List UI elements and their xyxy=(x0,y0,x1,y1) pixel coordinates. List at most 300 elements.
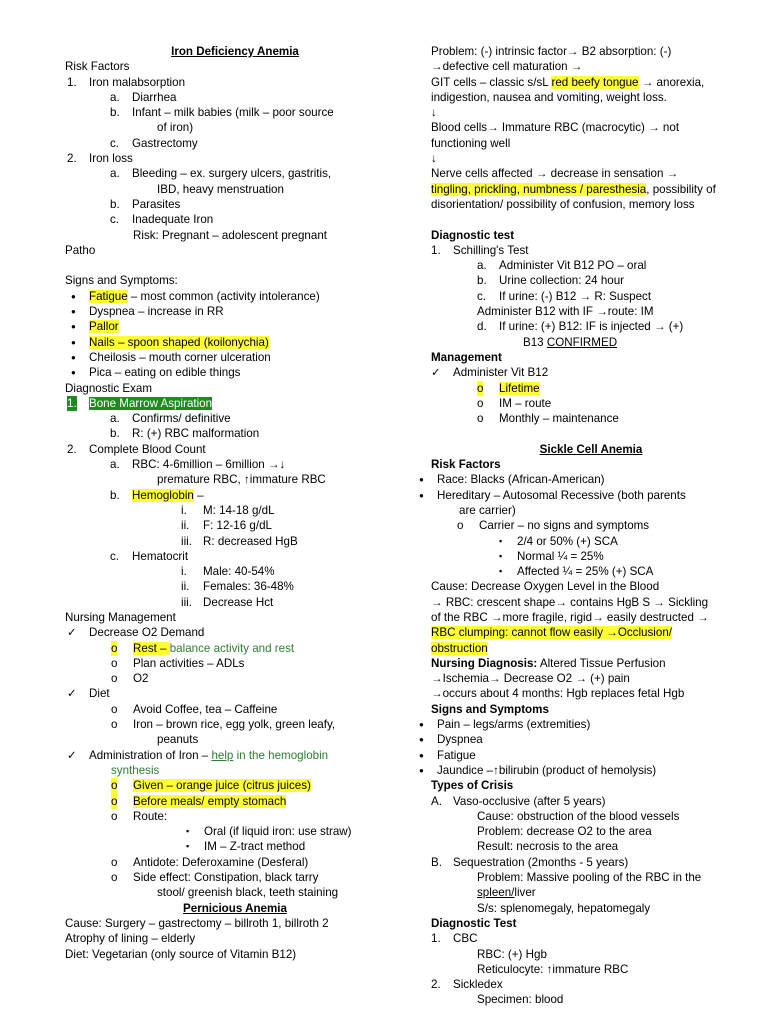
blank-line xyxy=(65,258,405,273)
text-line xyxy=(431,962,751,977)
text-line xyxy=(65,870,405,885)
text-line xyxy=(65,243,405,258)
list-marker: 2. xyxy=(67,442,77,456)
list-marker: ● xyxy=(71,307,76,317)
text-line xyxy=(431,595,751,610)
line-text: Urine collection: 24 hour xyxy=(499,274,625,288)
text-line xyxy=(431,824,751,839)
text-segment: Hemoglobin xyxy=(132,488,194,502)
text-line xyxy=(65,120,405,135)
line-text: Pica – eating on edible things xyxy=(89,366,241,380)
text-line xyxy=(431,319,751,334)
text-line xyxy=(65,901,405,916)
text-segment: Pallor xyxy=(89,320,119,334)
line-text: Gastrectomy xyxy=(132,136,198,150)
list-marker: B. xyxy=(431,855,442,869)
text-line xyxy=(65,702,405,717)
text-line xyxy=(65,579,405,594)
text-line xyxy=(65,794,405,809)
text-segment: Given – orange juice (citrus juices) xyxy=(133,779,311,793)
text-segment: , possibility of xyxy=(646,182,716,196)
text-line xyxy=(431,59,751,74)
line-text: IBD, heavy menstruation xyxy=(157,182,284,196)
list-marker: a. xyxy=(110,412,120,426)
text-segment: Nails – spoon shaped (koilonychia) xyxy=(89,335,269,349)
text-segment: liver xyxy=(514,886,536,900)
line-text: Problem: (-) intrinsic factor→ B2 absorption: (-) xyxy=(431,45,672,58)
line-text: CBC xyxy=(453,932,478,946)
text-segment: Nursing Diagnosis: xyxy=(431,656,538,670)
text-line xyxy=(65,931,405,946)
line-text: Carrier – no signs and symptoms xyxy=(479,519,650,533)
text-segment: – most common (activity intolerance) xyxy=(127,289,320,303)
text-line xyxy=(419,748,751,763)
line-text xyxy=(431,183,716,196)
line-text: Bleeding – ex. surgery ulcers, gastritis, xyxy=(132,167,332,181)
list-marker: o xyxy=(111,672,118,686)
text-segment: → anorexia, xyxy=(638,75,705,89)
text-line xyxy=(65,457,405,472)
text-line xyxy=(65,947,405,962)
list-marker: c. xyxy=(110,213,120,227)
text-line xyxy=(419,763,751,778)
line-text: peanuts xyxy=(157,733,199,747)
line-text: M: 14-18 g/dL xyxy=(203,503,275,517)
list-marker: ● xyxy=(419,765,424,775)
line-text: Blood cells→ Immature RBC (macrocytic) → not xyxy=(431,121,680,135)
line-text: Risk Factors xyxy=(65,60,130,74)
text-line xyxy=(431,304,751,319)
list-marker: ✓ xyxy=(67,748,77,762)
text-line xyxy=(431,656,751,671)
text-line xyxy=(65,824,405,839)
line-text: Signs and Symptoms: xyxy=(65,274,178,288)
text-line xyxy=(431,197,751,212)
text-line xyxy=(65,289,405,304)
list-marker: o xyxy=(477,396,484,410)
text-line xyxy=(65,671,405,686)
line-text: Sequestration (2months - 5 years) xyxy=(453,855,629,869)
list-marker: i. xyxy=(181,503,187,517)
line-text: Pain – legs/arms (extremities) xyxy=(437,718,591,732)
line-text: Decrease O2 Demand xyxy=(89,626,205,640)
line-text: Hereditary – Autosomal Recessive (both parents xyxy=(437,488,686,502)
text-line xyxy=(431,75,751,90)
line-text: Cause: Surgery – gastrectomy – billroth 1, billroth 2 xyxy=(65,916,329,930)
line-text: of the RBC →more fragile, rigid→ easily destructed → xyxy=(431,610,709,624)
text-line xyxy=(65,90,405,105)
text-line xyxy=(419,488,751,503)
line-text xyxy=(477,886,536,899)
line-text: Fatigue xyxy=(437,748,476,762)
line-text: disorientation/ possibility of confusion, memory loss xyxy=(431,197,695,211)
text-segment: Fatigue xyxy=(89,289,128,303)
line-text: Sickledex xyxy=(453,978,503,992)
list-marker: iii. xyxy=(181,595,192,609)
text-segment: Altered Tissue Perfusion xyxy=(537,656,666,670)
text-line xyxy=(431,44,751,59)
text-line xyxy=(65,136,405,151)
text-segment: Bone Marrow Aspiration xyxy=(89,396,213,410)
line-text: Administer Vit B12 PO – oral xyxy=(499,259,647,273)
list-marker: o xyxy=(457,519,464,533)
text-line xyxy=(65,426,405,441)
text-line xyxy=(431,625,751,640)
text-line xyxy=(431,503,751,518)
line-text xyxy=(89,320,119,333)
list-marker: iii. xyxy=(181,534,192,548)
text-line xyxy=(65,916,405,931)
line-text: Diagnostic test xyxy=(431,228,515,242)
line-text xyxy=(431,626,672,639)
text-line xyxy=(419,472,751,487)
line-text: Parasites xyxy=(132,197,181,211)
line-text: Male: 40-54% xyxy=(203,565,275,579)
text-line xyxy=(431,90,751,105)
list-marker: ii. xyxy=(181,519,190,533)
line-text: Administer B12 with IF →route: IM xyxy=(477,305,654,319)
line-text xyxy=(133,795,286,808)
text-segment: RBC clumping: cannot flow easily →Occlusion/ xyxy=(431,626,672,640)
text-line xyxy=(431,273,751,288)
line-text: Signs and Symptoms xyxy=(431,702,549,716)
text-line xyxy=(65,304,405,319)
text-line xyxy=(431,411,751,426)
line-text: S/s: splenomegaly, hepatomegaly xyxy=(477,901,651,915)
list-marker: ● xyxy=(419,475,424,485)
line-text: Oral (if liquid iron: use straw) xyxy=(204,825,352,839)
list-marker: ✓ xyxy=(67,626,77,640)
text-segment: obstruction xyxy=(431,641,488,655)
line-text: Administer Vit B12 xyxy=(453,366,549,380)
line-text: Avoid Coffee, tea – Caffeine xyxy=(133,702,278,716)
text-line xyxy=(65,595,405,610)
line-text: Iron Deficiency Anemia xyxy=(171,45,299,58)
list-marker: ● xyxy=(71,322,76,332)
line-text: Nerve cells affected → decrease in sensation → xyxy=(431,167,679,181)
text-segment: spleen/ xyxy=(477,886,515,900)
text-line xyxy=(431,564,751,579)
line-text: Diarrhea xyxy=(132,90,177,104)
text-line xyxy=(65,748,405,763)
text-line xyxy=(65,59,405,74)
text-line xyxy=(431,182,751,197)
text-line xyxy=(65,809,405,824)
text-line xyxy=(431,977,751,992)
text-segment: balance activity and rest xyxy=(169,641,295,655)
list-marker: c. xyxy=(477,289,487,303)
text-line xyxy=(431,641,751,656)
text-line xyxy=(431,992,751,1007)
text-line xyxy=(431,258,751,273)
line-text: are carrier) xyxy=(459,503,516,517)
list-marker: ● xyxy=(419,490,424,500)
text-line xyxy=(431,702,751,717)
line-text: Infant – milk babies (milk – poor source xyxy=(132,106,334,120)
line-text xyxy=(431,642,488,655)
line-text: Cause: obstruction of the blood vessels xyxy=(477,809,680,823)
text-line xyxy=(65,381,405,396)
text-line xyxy=(65,105,405,120)
list-marker: o xyxy=(111,656,118,670)
text-line xyxy=(431,365,751,380)
text-line xyxy=(431,289,751,304)
list-marker: c. xyxy=(110,549,120,563)
text-line xyxy=(431,534,751,549)
line-text xyxy=(133,642,294,655)
text-segment: tingling, prickling, numbness / paresthesia xyxy=(431,182,647,196)
text-line xyxy=(65,763,405,778)
text-segment: Administration of Iron – xyxy=(89,748,212,762)
text-line xyxy=(431,839,751,854)
line-text: →defective cell maturation → xyxy=(431,60,583,74)
line-text: Reticulocyte: ↑immature RBC xyxy=(477,962,629,976)
line-text: Iron – brown rice, egg yolk, green leafy, xyxy=(133,718,336,732)
line-text: Normal ¼ = 25% xyxy=(517,549,604,563)
text-line xyxy=(431,855,751,870)
line-text: stool/ greenish black, teeth staining xyxy=(157,886,339,900)
list-marker: i. xyxy=(181,565,187,579)
text-line xyxy=(431,885,751,900)
list-marker: 1. xyxy=(67,396,77,410)
line-text: Monthly – maintenance xyxy=(499,412,619,426)
text-line xyxy=(65,273,405,288)
text-line xyxy=(431,947,751,962)
text-line xyxy=(431,228,751,243)
line-text: Inadequate Iron xyxy=(132,213,214,227)
list-marker: o xyxy=(111,641,118,655)
text-line xyxy=(65,396,405,411)
list-marker: ● xyxy=(71,291,76,301)
line-text: Patho xyxy=(65,243,96,257)
list-marker: 1. xyxy=(431,932,441,946)
list-marker: A. xyxy=(431,794,442,808)
text-line xyxy=(431,870,751,885)
text-line xyxy=(431,549,751,564)
list-marker: b. xyxy=(110,197,120,211)
left-column xyxy=(65,44,405,962)
line-text xyxy=(89,397,212,410)
text-line xyxy=(65,350,405,365)
text-line xyxy=(65,319,405,334)
list-marker: ● xyxy=(419,750,424,760)
line-text: F: 12-16 g/dL xyxy=(203,519,272,533)
line-text: ↓ xyxy=(431,106,437,120)
text-line xyxy=(65,855,405,870)
line-text: Side effect: Constipation, black tarry xyxy=(133,871,319,885)
line-text: Problem: decrease O2 to the area xyxy=(477,825,652,839)
line-text: Risk: Pregnant – adolescent pregnant xyxy=(133,228,327,242)
text-segment: in the hemoglobin xyxy=(233,748,329,762)
line-text xyxy=(431,657,666,670)
line-text: Antidote: Deferoxamine (Desferal) xyxy=(133,855,309,869)
line-text: RBC: 4-6million – 6million →↓ xyxy=(132,458,286,472)
line-text xyxy=(89,290,320,303)
list-marker: 1. xyxy=(67,75,77,89)
line-text: → RBC: crescent shape→ contains HgB S → Sickling xyxy=(431,595,709,609)
text-line xyxy=(431,931,751,946)
text-line xyxy=(431,105,751,120)
text-line xyxy=(65,534,405,549)
line-text: functioning well xyxy=(431,136,511,150)
text-line xyxy=(65,885,405,900)
list-marker: o xyxy=(111,702,118,716)
text-line xyxy=(65,75,405,90)
list-marker: ii. xyxy=(181,580,190,594)
text-line xyxy=(65,488,405,503)
right-column xyxy=(419,44,751,1008)
text-line xyxy=(431,809,751,824)
line-text: Schilling's Test xyxy=(453,243,529,257)
list-marker: o xyxy=(477,381,484,395)
list-marker: ✓ xyxy=(431,366,441,380)
list-marker: ● xyxy=(419,735,424,745)
list-marker: d. xyxy=(477,320,487,334)
line-text: Problem: Massive pooling of the RBC in the xyxy=(477,871,702,885)
text-segment: GIT cells – classic s/sL xyxy=(431,75,552,89)
line-text xyxy=(499,382,540,395)
line-text: R: decreased HgB xyxy=(203,534,298,548)
line-text: Females: 36-48% xyxy=(203,580,294,594)
text-line xyxy=(65,564,405,579)
line-text: Vaso-occlusive (after 5 years) xyxy=(453,794,606,808)
text-line xyxy=(65,335,405,350)
text-line xyxy=(65,839,405,854)
list-marker: o xyxy=(111,779,118,793)
list-marker: ● xyxy=(71,352,76,362)
line-text: Dyspnea – increase in RR xyxy=(89,305,224,319)
text-line xyxy=(431,610,751,625)
line-text xyxy=(132,489,204,502)
text-line xyxy=(65,44,405,59)
text-line xyxy=(65,151,405,166)
line-text: IM – Z-tract method xyxy=(204,840,306,854)
list-marker: a. xyxy=(110,458,120,472)
list-marker: ▪ xyxy=(186,826,190,837)
line-text: O2 xyxy=(133,672,149,686)
text-line xyxy=(431,166,751,181)
text-line xyxy=(431,151,751,166)
list-marker: o xyxy=(111,794,118,808)
line-text: Affected ¼ = 25% (+) SCA xyxy=(517,565,654,579)
text-segment: Before meals/ empty stomach xyxy=(133,794,287,808)
text-line xyxy=(65,641,405,656)
text-line xyxy=(431,671,751,686)
list-marker: a. xyxy=(110,90,120,104)
text-line xyxy=(431,381,751,396)
text-segment: B13 xyxy=(523,335,547,349)
list-marker: 2. xyxy=(431,978,441,992)
line-text: Iron malabsorption xyxy=(89,75,186,89)
text-line xyxy=(65,656,405,671)
line-text: Atrophy of lining – elderly xyxy=(65,932,196,946)
line-text: Diagnostic Test xyxy=(431,916,517,930)
line-text: Diet: Vegetarian (only source of Vitamin B12) xyxy=(65,947,297,961)
text-line xyxy=(65,778,405,793)
line-text: indigestion, nausea and vomiting, weight loss. xyxy=(431,90,667,104)
list-marker: b. xyxy=(110,488,120,502)
line-text: premature RBC, ↑immature RBC xyxy=(157,473,326,487)
text-line xyxy=(431,335,751,350)
line-text: Specimen: blood xyxy=(477,993,564,1007)
line-text: Types of Crisis xyxy=(431,779,514,793)
line-text: 2/4 or 50% (+) SCA xyxy=(517,534,618,548)
line-text: Race: Blacks (African-American) xyxy=(437,473,605,487)
line-text: Result: necrosis to the area xyxy=(477,840,619,854)
text-line xyxy=(431,442,751,457)
line-text: R: (+) RBC malformation xyxy=(132,427,260,441)
text-line xyxy=(65,166,405,181)
line-text: Complete Blood Count xyxy=(89,442,206,456)
line-text: Confirms/ definitive xyxy=(132,412,231,426)
text-line xyxy=(65,365,405,380)
text-line xyxy=(65,503,405,518)
text-line xyxy=(65,610,405,625)
list-marker: ▪ xyxy=(499,535,503,546)
line-text: If urine: (-) B12 → R: Suspect xyxy=(499,289,652,303)
list-marker: a. xyxy=(110,167,120,181)
list-marker: ● xyxy=(71,368,76,378)
text-line xyxy=(65,732,405,747)
blank-line xyxy=(431,426,751,441)
line-text: Hematocrit xyxy=(132,549,189,563)
list-marker: b. xyxy=(110,106,120,120)
text-segment: Rest – xyxy=(133,641,170,655)
line-text: Management xyxy=(431,350,502,364)
line-text: Pernicious Anemia xyxy=(183,901,287,915)
text-line xyxy=(431,916,751,931)
list-marker: ● xyxy=(71,337,76,347)
text-line xyxy=(419,717,751,732)
text-line xyxy=(65,518,405,533)
list-marker: ▪ xyxy=(499,550,503,561)
text-line xyxy=(431,794,751,809)
list-marker: o xyxy=(111,718,118,732)
text-segment: CONFIRMED xyxy=(546,335,618,349)
line-text: Cheilosis – mouth corner ulceration xyxy=(89,350,271,364)
text-line xyxy=(65,442,405,457)
list-marker: 2. xyxy=(67,152,77,166)
text-line xyxy=(431,396,751,411)
text-line xyxy=(431,901,751,916)
line-text: ↓ xyxy=(431,152,437,166)
text-line xyxy=(431,518,751,533)
list-marker: o xyxy=(477,412,484,426)
line-text: Diagnostic Exam xyxy=(65,381,152,395)
line-text xyxy=(89,336,269,349)
line-text: Jaundice –↑bilirubin (product of hemolysis) xyxy=(437,763,657,777)
text-line xyxy=(65,182,405,197)
list-marker: o xyxy=(111,809,118,823)
list-marker: b. xyxy=(110,427,120,441)
text-line xyxy=(65,197,405,212)
text-segment: help xyxy=(211,748,234,762)
text-line xyxy=(65,228,405,243)
line-text xyxy=(89,749,328,762)
list-marker: c. xyxy=(110,136,120,150)
list-marker: ▪ xyxy=(499,566,503,577)
line-text xyxy=(133,779,311,792)
text-line xyxy=(65,212,405,227)
line-text: Decrease Hct xyxy=(203,595,274,609)
line-text: Nursing Management xyxy=(65,610,176,624)
list-marker: o xyxy=(111,855,118,869)
list-marker: ▪ xyxy=(186,841,190,852)
text-line xyxy=(65,411,405,426)
line-text: of iron) xyxy=(157,121,194,135)
text-line xyxy=(65,472,405,487)
text-line xyxy=(431,120,751,135)
